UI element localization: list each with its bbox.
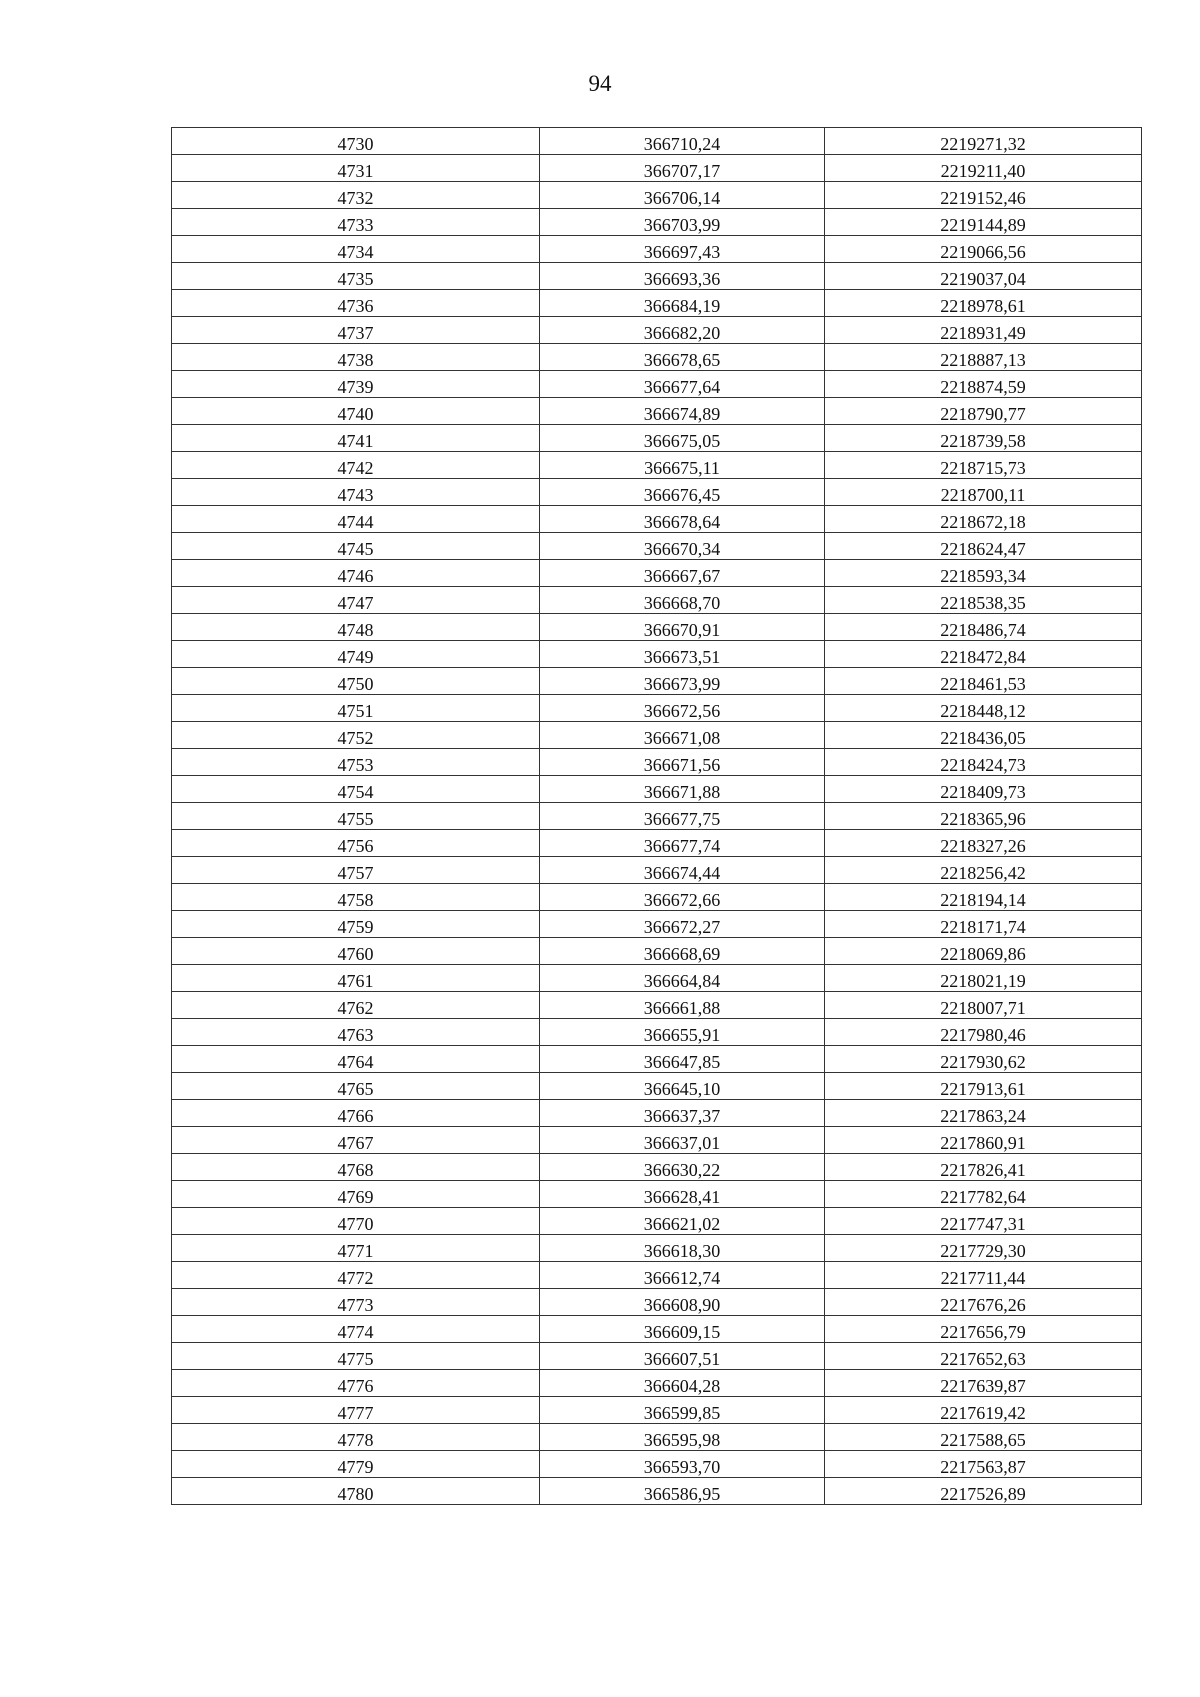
y-coordinate-cell: 2218472,84 (825, 641, 1142, 668)
y-coordinate-cell: 2218436,05 (825, 722, 1142, 749)
table-row (172, 965, 1142, 992)
x-coordinate-cell: 366670,34 (540, 533, 825, 560)
point-number-cell: 4770 (172, 1208, 540, 1235)
x-coordinate-cell: 366707,17 (540, 155, 825, 182)
x-coordinate-cell: 366599,85 (540, 1397, 825, 1424)
table-row (172, 1478, 1142, 1505)
table-row (172, 479, 1142, 506)
x-coordinate-cell: 366618,30 (540, 1235, 825, 1262)
table-row (172, 398, 1142, 425)
table-row (172, 1451, 1142, 1478)
x-coordinate-cell: 366595,98 (540, 1424, 825, 1451)
table-row (172, 1316, 1142, 1343)
x-coordinate-cell: 366677,74 (540, 830, 825, 857)
point-number-cell: 4758 (172, 884, 540, 911)
x-coordinate-cell: 366628,41 (540, 1181, 825, 1208)
table-row (172, 641, 1142, 668)
y-coordinate-cell: 2218624,47 (825, 533, 1142, 560)
table-row (172, 749, 1142, 776)
table-row (172, 155, 1142, 182)
point-number-cell: 4743 (172, 479, 540, 506)
x-coordinate-cell: 366667,67 (540, 560, 825, 587)
x-coordinate-cell: 366621,02 (540, 1208, 825, 1235)
table-row (172, 290, 1142, 317)
table-row (172, 857, 1142, 884)
point-number-cell: 4734 (172, 236, 540, 263)
y-coordinate-cell: 2218978,61 (825, 290, 1142, 317)
table-row (172, 1235, 1142, 1262)
y-coordinate-cell: 2218424,73 (825, 749, 1142, 776)
table-row (172, 1046, 1142, 1073)
x-coordinate-cell: 366684,19 (540, 290, 825, 317)
x-coordinate-cell: 366672,27 (540, 911, 825, 938)
table-row (172, 695, 1142, 722)
y-coordinate-cell: 2219271,32 (825, 128, 1142, 155)
y-coordinate-cell: 2217563,87 (825, 1451, 1142, 1478)
x-coordinate-cell: 366673,51 (540, 641, 825, 668)
y-coordinate-cell: 2217639,87 (825, 1370, 1142, 1397)
point-number-cell: 4740 (172, 398, 540, 425)
table-row (172, 128, 1142, 155)
y-coordinate-cell: 2217619,42 (825, 1397, 1142, 1424)
table-row (172, 938, 1142, 965)
y-coordinate-cell: 2217729,30 (825, 1235, 1142, 1262)
x-coordinate-cell: 366637,01 (540, 1127, 825, 1154)
y-coordinate-cell: 2217747,31 (825, 1208, 1142, 1235)
table-row (172, 992, 1142, 1019)
y-coordinate-cell: 2219152,46 (825, 182, 1142, 209)
x-coordinate-cell: 366612,74 (540, 1262, 825, 1289)
table-row (172, 209, 1142, 236)
x-coordinate-cell: 366630,22 (540, 1154, 825, 1181)
y-coordinate-cell: 2219066,56 (825, 236, 1142, 263)
table-row (172, 1289, 1142, 1316)
x-coordinate-cell: 366668,70 (540, 587, 825, 614)
point-number-cell: 4754 (172, 776, 540, 803)
y-coordinate-cell: 2219037,04 (825, 263, 1142, 290)
x-coordinate-cell: 366607,51 (540, 1343, 825, 1370)
point-number-cell: 4735 (172, 263, 540, 290)
x-coordinate-cell: 366710,24 (540, 128, 825, 155)
x-coordinate-cell: 366645,10 (540, 1073, 825, 1100)
table-row (172, 1424, 1142, 1451)
point-number-cell: 4748 (172, 614, 540, 641)
x-coordinate-cell: 366678,65 (540, 344, 825, 371)
table-row (172, 1343, 1142, 1370)
point-number-cell: 4755 (172, 803, 540, 830)
table-row (172, 263, 1142, 290)
x-coordinate-cell: 366674,44 (540, 857, 825, 884)
point-number-cell: 4757 (172, 857, 540, 884)
point-number-cell: 4775 (172, 1343, 540, 1370)
table-row (172, 668, 1142, 695)
point-number-cell: 4753 (172, 749, 540, 776)
x-coordinate-cell: 366673,99 (540, 668, 825, 695)
table-row (172, 1073, 1142, 1100)
x-coordinate-cell: 366670,91 (540, 614, 825, 641)
point-number-cell: 4731 (172, 155, 540, 182)
y-coordinate-cell: 2217526,89 (825, 1478, 1142, 1505)
y-coordinate-cell: 2218739,58 (825, 425, 1142, 452)
table-row (172, 425, 1142, 452)
y-coordinate-cell: 2217676,26 (825, 1289, 1142, 1316)
point-number-cell: 4751 (172, 695, 540, 722)
point-number-cell: 4779 (172, 1451, 540, 1478)
y-coordinate-cell: 2217652,63 (825, 1343, 1142, 1370)
point-number-cell: 4749 (172, 641, 540, 668)
table-row (172, 344, 1142, 371)
y-coordinate-cell: 2218448,12 (825, 695, 1142, 722)
point-number-cell: 4771 (172, 1235, 540, 1262)
point-number-cell: 4776 (172, 1370, 540, 1397)
table-row (172, 182, 1142, 209)
point-number-cell: 4760 (172, 938, 540, 965)
x-coordinate-cell: 366697,43 (540, 236, 825, 263)
x-coordinate-cell: 366668,69 (540, 938, 825, 965)
point-number-cell: 4747 (172, 587, 540, 614)
table-row (172, 1154, 1142, 1181)
x-coordinate-cell: 366671,08 (540, 722, 825, 749)
y-coordinate-cell: 2219144,89 (825, 209, 1142, 236)
x-coordinate-cell: 366671,88 (540, 776, 825, 803)
point-number-cell: 4774 (172, 1316, 540, 1343)
x-coordinate-cell: 366647,85 (540, 1046, 825, 1073)
point-number-cell: 4752 (172, 722, 540, 749)
point-number-cell: 4780 (172, 1478, 540, 1505)
x-coordinate-cell: 366672,56 (540, 695, 825, 722)
table-row (172, 560, 1142, 587)
y-coordinate-cell: 2218007,71 (825, 992, 1142, 1019)
x-coordinate-cell: 366608,90 (540, 1289, 825, 1316)
point-number-cell: 4750 (172, 668, 540, 695)
x-coordinate-cell: 366664,84 (540, 965, 825, 992)
x-coordinate-cell: 366674,89 (540, 398, 825, 425)
point-number-cell: 4739 (172, 371, 540, 398)
point-number-cell: 4767 (172, 1127, 540, 1154)
y-coordinate-cell: 2217656,79 (825, 1316, 1142, 1343)
y-coordinate-cell: 2218931,49 (825, 317, 1142, 344)
point-number-cell: 4766 (172, 1100, 540, 1127)
table-row (172, 1208, 1142, 1235)
y-coordinate-cell: 2218538,35 (825, 587, 1142, 614)
y-coordinate-cell: 2218715,73 (825, 452, 1142, 479)
y-coordinate-cell: 2217913,61 (825, 1073, 1142, 1100)
y-coordinate-cell: 2217980,46 (825, 1019, 1142, 1046)
y-coordinate-cell: 2218256,42 (825, 857, 1142, 884)
table-row (172, 614, 1142, 641)
point-number-cell: 4730 (172, 128, 540, 155)
table-row (172, 317, 1142, 344)
table-row (172, 587, 1142, 614)
point-number-cell: 4778 (172, 1424, 540, 1451)
table-row (172, 1181, 1142, 1208)
x-coordinate-cell: 366677,75 (540, 803, 825, 830)
point-number-cell: 4764 (172, 1046, 540, 1073)
y-coordinate-cell: 2218874,59 (825, 371, 1142, 398)
table-row (172, 452, 1142, 479)
coordinates-table-body (172, 128, 1142, 1505)
table-row (172, 1370, 1142, 1397)
table-row (172, 1100, 1142, 1127)
y-coordinate-cell: 2218672,18 (825, 506, 1142, 533)
x-coordinate-cell: 366678,64 (540, 506, 825, 533)
y-coordinate-cell: 2218486,74 (825, 614, 1142, 641)
x-coordinate-cell: 366675,05 (540, 425, 825, 452)
point-number-cell: 4773 (172, 1289, 540, 1316)
point-number-cell: 4737 (172, 317, 540, 344)
y-coordinate-cell: 2218327,26 (825, 830, 1142, 857)
y-coordinate-cell: 2218409,73 (825, 776, 1142, 803)
point-number-cell: 4762 (172, 992, 540, 1019)
x-coordinate-cell: 366703,99 (540, 209, 825, 236)
x-coordinate-cell: 366586,95 (540, 1478, 825, 1505)
point-number-cell: 4768 (172, 1154, 540, 1181)
point-number-cell: 4769 (172, 1181, 540, 1208)
y-coordinate-cell: 2218069,86 (825, 938, 1142, 965)
x-coordinate-cell: 366682,20 (540, 317, 825, 344)
y-coordinate-cell: 2217711,44 (825, 1262, 1142, 1289)
table-row (172, 776, 1142, 803)
point-number-cell: 4732 (172, 182, 540, 209)
y-coordinate-cell: 2218593,34 (825, 560, 1142, 587)
y-coordinate-cell: 2219211,40 (825, 155, 1142, 182)
table-row (172, 830, 1142, 857)
x-coordinate-cell: 366609,15 (540, 1316, 825, 1343)
point-number-cell: 4745 (172, 533, 540, 560)
y-coordinate-cell: 2217863,24 (825, 1100, 1142, 1127)
table-row (172, 236, 1142, 263)
x-coordinate-cell: 366693,36 (540, 263, 825, 290)
y-coordinate-cell: 2218021,19 (825, 965, 1142, 992)
table-row (172, 803, 1142, 830)
point-number-cell: 4733 (172, 209, 540, 236)
x-coordinate-cell: 366671,56 (540, 749, 825, 776)
point-number-cell: 4736 (172, 290, 540, 317)
y-coordinate-cell: 2218365,96 (825, 803, 1142, 830)
x-coordinate-cell: 366655,91 (540, 1019, 825, 1046)
x-coordinate-cell: 366672,66 (540, 884, 825, 911)
x-coordinate-cell: 366661,88 (540, 992, 825, 1019)
x-coordinate-cell: 366593,70 (540, 1451, 825, 1478)
y-coordinate-cell: 2218171,74 (825, 911, 1142, 938)
y-coordinate-cell: 2218194,14 (825, 884, 1142, 911)
y-coordinate-cell: 2218887,13 (825, 344, 1142, 371)
point-number-cell: 4741 (172, 425, 540, 452)
y-coordinate-cell: 2217860,91 (825, 1127, 1142, 1154)
table-row (172, 1262, 1142, 1289)
x-coordinate-cell: 366677,64 (540, 371, 825, 398)
y-coordinate-cell: 2217782,64 (825, 1181, 1142, 1208)
point-number-cell: 4738 (172, 344, 540, 371)
table-row (172, 722, 1142, 749)
point-number-cell: 4756 (172, 830, 540, 857)
coordinates-table (171, 127, 1142, 1505)
x-coordinate-cell: 366706,14 (540, 182, 825, 209)
point-number-cell: 4763 (172, 1019, 540, 1046)
table-row (172, 1019, 1142, 1046)
point-number-cell: 4761 (172, 965, 540, 992)
y-coordinate-cell: 2218461,53 (825, 668, 1142, 695)
point-number-cell: 4742 (172, 452, 540, 479)
y-coordinate-cell: 2217588,65 (825, 1424, 1142, 1451)
table-row (172, 533, 1142, 560)
page-number: 94 (588, 71, 612, 96)
table-row (172, 884, 1142, 911)
point-number-cell: 4744 (172, 506, 540, 533)
x-coordinate-cell: 366675,11 (540, 452, 825, 479)
table-row (172, 1397, 1142, 1424)
point-number-cell: 4777 (172, 1397, 540, 1424)
table-row (172, 371, 1142, 398)
y-coordinate-cell: 2218790,77 (825, 398, 1142, 425)
point-number-cell: 4746 (172, 560, 540, 587)
point-number-cell: 4772 (172, 1262, 540, 1289)
table-row (172, 506, 1142, 533)
y-coordinate-cell: 2218700,11 (825, 479, 1142, 506)
y-coordinate-cell: 2217826,41 (825, 1154, 1142, 1181)
point-number-cell: 4765 (172, 1073, 540, 1100)
y-coordinate-cell: 2217930,62 (825, 1046, 1142, 1073)
point-number-cell: 4759 (172, 911, 540, 938)
x-coordinate-cell: 366676,45 (540, 479, 825, 506)
table-row (172, 1127, 1142, 1154)
x-coordinate-cell: 366637,37 (540, 1100, 825, 1127)
x-coordinate-cell: 366604,28 (540, 1370, 825, 1397)
table-row (172, 911, 1142, 938)
